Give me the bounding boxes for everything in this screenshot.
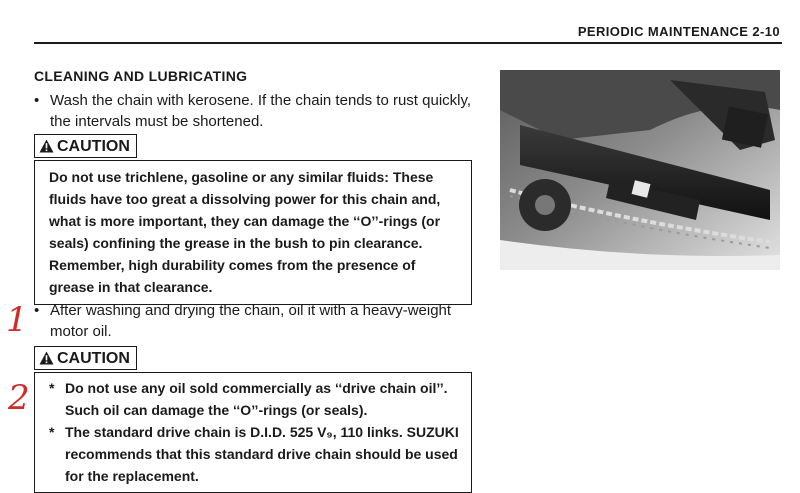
section-title: CLEANING AND LUBRICATING <box>34 68 248 84</box>
bullet-text: After washing and drying the chain, oil it with a heavy-weight motor oil. <box>50 302 452 340</box>
page-header <box>34 22 782 44</box>
handwritten-mark-2: 2 <box>8 378 30 418</box>
caution-item-text: Do not use any oil sold commercially as ‘‘drive chain oil’’. Such oil can damage the ‘‘O’’-rings (or seals). <box>65 380 448 418</box>
caution-label-text: CAUTION <box>57 137 130 155</box>
bullet-dot: • <box>34 92 40 109</box>
header-title: PERIODIC MAINTENANCE 2-10 <box>577 24 780 39</box>
asterisk-bullet: * <box>49 380 55 396</box>
warning-triangle-icon <box>39 139 54 153</box>
caution-label <box>34 346 137 370</box>
bullet-text: Wash the chain with kerosene. If the chain tends to rust quickly, the intervals must be shortened. <box>50 92 472 130</box>
asterisk-bullet: * <box>49 424 55 440</box>
caution-item <box>47 421 459 487</box>
caution-box-oil <box>34 372 472 493</box>
bullet-dot: • <box>34 302 40 319</box>
chain-lubrication-photo <box>500 70 780 270</box>
caution-box-fluids <box>34 160 472 305</box>
handwritten-mark-1: 1 <box>6 300 28 340</box>
caution-label <box>34 134 137 158</box>
bullet-oil-chain <box>34 300 489 342</box>
bullet-wash-chain <box>34 90 489 132</box>
warning-triangle-icon <box>39 351 54 365</box>
caution-item-text: The standard drive chain is D.I.D. 525 V₉, 110 links. SUZUKI recommends that this standard drive chain should be used for the replacement. <box>65 424 459 484</box>
caution-label-text: CAUTION <box>57 349 130 367</box>
motorcycle-chain-illustration <box>500 70 780 270</box>
caution-item <box>47 377 459 421</box>
caution-text: Do not use trichlene, gasoline or any similar fluids: These fluids have too great a dissolving power for this chain and, what is more important, they can damage the ‘‘O’’-rings (or seals) confining the grease in the bush to pin clearance. Remember, high durability comes from the presence of grease in that clearance. <box>49 169 441 295</box>
